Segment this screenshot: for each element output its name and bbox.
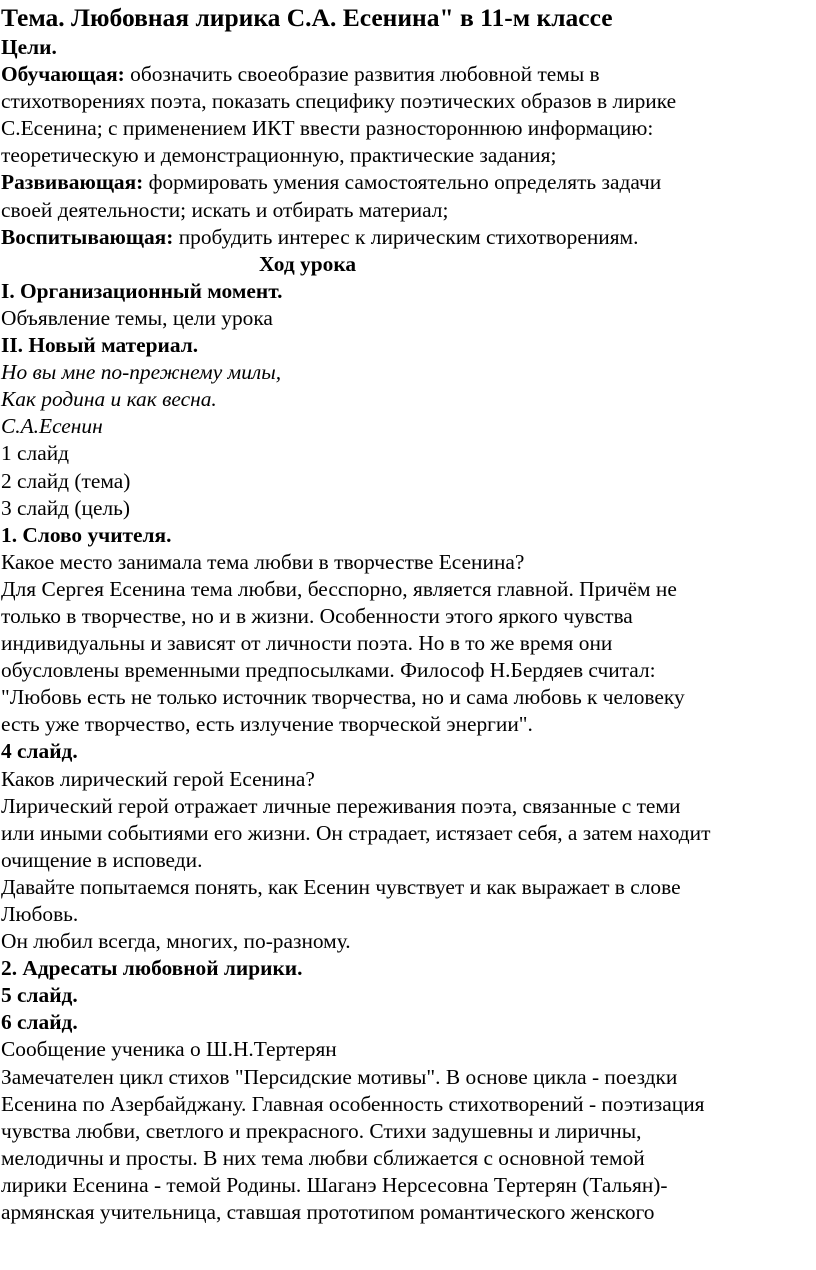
- line-text: чувства любви, светлого и прекрасного. Стихи задушевны и лиричны,: [1, 1118, 642, 1143]
- line-text: формировать умения самостоятельно определять задачи: [143, 170, 662, 195]
- text-line: [1, 1091, 816, 1118]
- line-text: 5 слайд.: [1, 983, 78, 1008]
- line-text: Любовь.: [1, 902, 79, 926]
- line-text: Для Сергея Есенина тема любви, бесспорно, является главной. Причём не: [1, 576, 677, 601]
- line-text: мелодичны и просты. В них тема любви сближается с основной темой: [1, 1145, 645, 1170]
- text-line: [1, 278, 816, 305]
- text-line: [1, 901, 816, 928]
- line-text: 2 слайд (тема): [1, 468, 131, 493]
- line-text: 3 слайд (цель): [1, 495, 131, 520]
- text-line: [1, 874, 816, 901]
- text-line: [1, 1199, 816, 1226]
- text-line: [1, 928, 816, 955]
- line-text: Но вы мне по-прежнему милы,: [1, 360, 282, 385]
- line-text: Каков лирический герой Есенина?: [1, 766, 315, 791]
- text-line: [1, 738, 816, 765]
- text-line: [1, 576, 816, 603]
- text-line: [1, 468, 816, 495]
- text-line: [1, 251, 816, 278]
- text-line: [1, 1064, 816, 1091]
- text-line: [1, 603, 816, 630]
- line-text: Как родина и как весна.: [1, 387, 217, 412]
- line-text: обозначить своеобразие развития любовной темы в: [124, 62, 600, 87]
- text-line: [1, 197, 816, 224]
- text-line: [1, 115, 816, 142]
- line-text: 1. Слово учителя.: [1, 522, 172, 547]
- line-text: Давайте попытаемся понять, как Есенин чувствует и как выражает в слове: [1, 874, 681, 899]
- text-line: [1, 766, 816, 793]
- goal-label: Обучающая:: [1, 62, 125, 87]
- line-text: или иными событиями его жизни. Он страдает, истязает себя, а затем находит: [1, 820, 711, 845]
- text-line: [1, 820, 816, 847]
- text-line: [1, 440, 816, 467]
- text-line: [1, 684, 816, 711]
- line-text: Цели.: [1, 35, 57, 59]
- line-text: есть уже творчество, есть излучение творческой энергии".: [1, 712, 533, 737]
- goal-label: Воспитывающая:: [1, 224, 174, 249]
- line-text: Сообщение ученика о Ш.Н.Тертерян: [1, 1037, 337, 1062]
- text-line: [1, 169, 816, 196]
- line-text: очищение в исповеди.: [1, 847, 203, 872]
- line-text: обусловлены временными предпосылками. Философ Н.Бердяев считал:: [1, 658, 656, 683]
- text-line: [1, 522, 816, 549]
- line-text: С.Есенина; с применением ИКТ ввести разностороннюю информацию:: [1, 116, 654, 141]
- line-text: лирики Есенина - темой Родины. Шаганэ Нерсесовна Тертерян (Тальян)-: [1, 1172, 668, 1197]
- text-line: [1, 61, 816, 88]
- text-line: [1, 549, 816, 576]
- line-text: 6 слайд.: [1, 1010, 78, 1035]
- line-text: теоретическую и демонстрационную, практические задания;: [1, 143, 557, 168]
- line-text: 4 слайд.: [1, 739, 78, 764]
- text-line: [1, 495, 816, 522]
- text-line: [1, 793, 816, 820]
- line-text: своей деятельности; искать и отбирать материал;: [1, 197, 449, 222]
- line-text: I. Организационный момент.: [1, 278, 283, 303]
- text-line: [1, 630, 816, 657]
- line-text: II. Новый материал.: [1, 333, 199, 358]
- line-text: Есенина по Азербайджану. Главная особенность стихотворений - поэтизация: [1, 1091, 705, 1116]
- text-line: [1, 386, 816, 413]
- text-line: [1, 711, 816, 738]
- line-text: индивидуальны и зависят от личности поэта. Но в то же время они: [1, 631, 613, 656]
- line-text: С.А.Есенин: [1, 414, 103, 439]
- text-line: [1, 224, 816, 251]
- line-text: Ход урока: [259, 251, 357, 276]
- line-text: "Любовь есть не только источник творчества, но и сама любовь к человеку: [1, 685, 685, 710]
- text-line: [1, 955, 816, 982]
- line-text: Замечателен цикл стихов "Персидские мотивы". В основе цикла - поездки: [1, 1064, 678, 1089]
- text-line: [1, 1172, 816, 1199]
- text-line: [1, 1009, 816, 1036]
- line-text: 1 слайд: [1, 441, 70, 466]
- text-line: [1, 142, 816, 169]
- text-line: [1, 1145, 816, 1172]
- text-line: [1, 1036, 816, 1063]
- text-line: [1, 332, 816, 359]
- document-title: Тема. Любовная лирика С.А. Есенина" в 11-м классе: [1, 3, 613, 32]
- line-text: 2. Адресаты любовной лирики.: [1, 956, 303, 981]
- line-text: Лирический герой отражает личные переживания поэта, связанные с теми: [1, 793, 681, 818]
- text-line: [1, 88, 816, 115]
- line-text: Какое место занимала тема любви в творчестве Есенина?: [1, 549, 525, 574]
- line-text: Он любил всегда, многих, по-разному.: [1, 929, 351, 954]
- text-line: [1, 982, 816, 1009]
- text-line: [1, 1118, 816, 1145]
- line-text: армянская учительница, ставшая прототипом романтического женского: [1, 1200, 655, 1225]
- text-line: [1, 359, 816, 386]
- line-text: Объявление темы, цели урока: [1, 305, 273, 330]
- text-line: [1, 305, 816, 332]
- text-line: [1, 657, 816, 684]
- line-text: пробудить интерес к лирическим стихотворениям.: [173, 224, 639, 249]
- line-text: только в творчестве, но и в жизни. Особенности этого яркого чувства: [1, 603, 633, 628]
- text-line: [1, 847, 816, 874]
- line-text: стихотворениях поэта, показать специфику поэтических образов в лирике: [1, 89, 677, 114]
- document-body: [1, 34, 816, 1226]
- goal-label: Развивающая:: [1, 170, 144, 195]
- text-line: [1, 34, 816, 61]
- text-line: [1, 413, 816, 440]
